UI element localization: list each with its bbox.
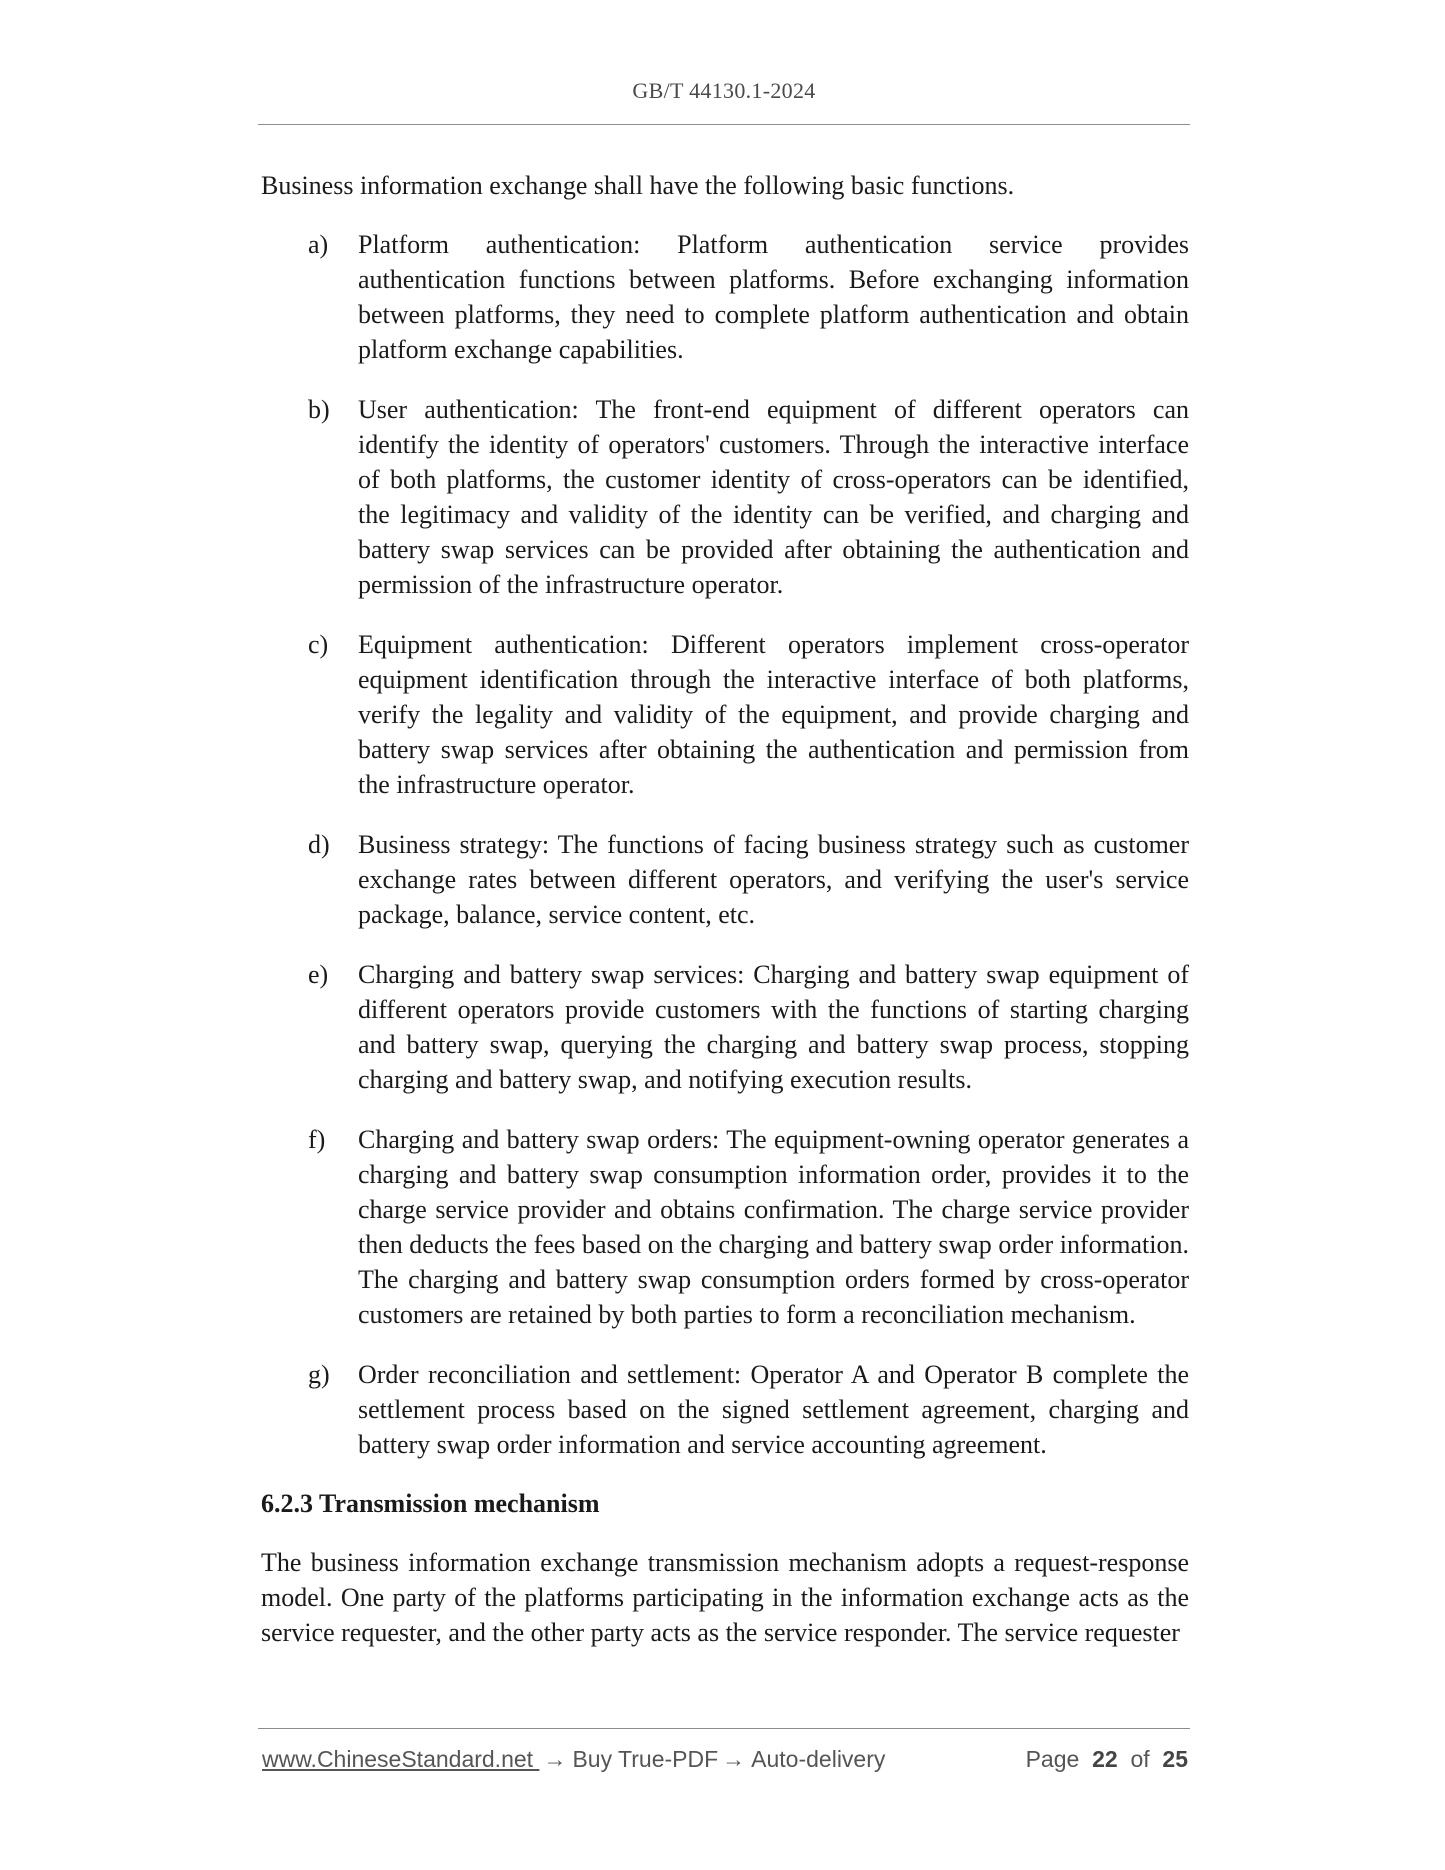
page-of-label: of [1130,1746,1150,1772]
section-heading: 6.2.3 Transmission mechanism [261,1489,600,1518]
current-page-number: 22 [1092,1746,1118,1772]
list-marker: f) [308,1125,326,1154]
auto-delivery-text: Auto-delivery [751,1746,886,1772]
list-marker: c) [308,630,329,659]
list-item-d [261,827,1189,932]
list-item-g [261,1357,1189,1462]
list-marker: g) [308,1360,330,1389]
page-header: GB/T 44130.1-2024 [632,78,816,103]
page-footer [262,1746,1188,1773]
header-divider [258,124,1190,125]
list-item-text: User authentication: The front-end equipment of different operators can identify the identity of operators' customers. Through the interactive interface of both platforms, the customer identity of cross-operators can be identified, the legitimacy and validity of the identity can be verified, and charging and battery swap services can be provided after obtaining the authentication and permission of the infrastructure operator. [358,395,1189,599]
intro-paragraph: Business information exchange shall have the following basic functions. [261,171,1015,200]
page-label: Page [1025,1746,1080,1772]
list-item-text: Charging and battery swap services: Charging and battery swap equipment of different operators provide customers with the functions of starting charging and battery swap, querying the charging and battery swap process, stopping charging and battery swap, and notifying execution results. [358,960,1189,1094]
list-item-a [261,227,1189,367]
list-item-text: Business strategy: The functions of facing business strategy such as customer exchange rates between different operators, and verifying the user's service package, balance, service content, etc. [358,830,1189,929]
function-list [261,227,1189,1462]
list-marker: d) [308,830,330,859]
document-body [261,168,1189,1650]
list-item-text: Order reconciliation and settlement: Operator A and Operator B complete the settlement process based on the signed settlement agreement, charging and battery swap order information and service accounting agreement. [358,1360,1189,1459]
footer-divider [258,1728,1190,1729]
list-item-text: Equipment authentication: Different operators implement cross-operator equipment identification through the interactive interface of both platforms, verify the legality and validity of the equipment, and provide charging and battery swap services after obtaining the authentication and permission from the infrastructure operator. [358,630,1189,799]
section-paragraph: The business information exchange transmission mechanism adopts a request-response model. One party of the platforms participating in the information exchange acts as the service requester, and the other party acts as the service responder. The service requester [261,1548,1189,1647]
chinese-standard-link[interactable]: www.ChineseStandard.net [262,1746,540,1772]
list-marker: b) [308,395,330,424]
arrow-right-icon: → [543,1746,567,1772]
list-item-text: Platform authentication: Platform authentication service provides authentication functions between platforms. Before exchanging information between platforms, they need to complete platform authentication and obtain platform exchange capabilities. [358,230,1189,364]
buy-true-pdf-text: Buy True-PDF [572,1746,719,1772]
list-item-text: Charging and battery swap orders: The equipment-owning operator generates a charging and battery swap consumption information order, provides it to the charge service provider and obtains confirmation. The charge service provider then deducts the fees based on the charging and battery swap order information. The charging and battery swap consumption orders formed by cross-operator customers are retained by both parties to form a reconciliation mechanism. [358,1125,1189,1329]
list-item-b [261,392,1189,602]
list-item-e [261,957,1189,1097]
list-item-c [261,627,1189,802]
list-marker: a) [308,230,329,259]
list-marker: e) [308,960,329,989]
footer-promo [262,1746,885,1773]
total-page-number: 25 [1162,1746,1188,1772]
arrow-right-icon: → [722,1746,746,1772]
page-indicator [1026,1746,1188,1773]
list-item-f [261,1122,1189,1332]
